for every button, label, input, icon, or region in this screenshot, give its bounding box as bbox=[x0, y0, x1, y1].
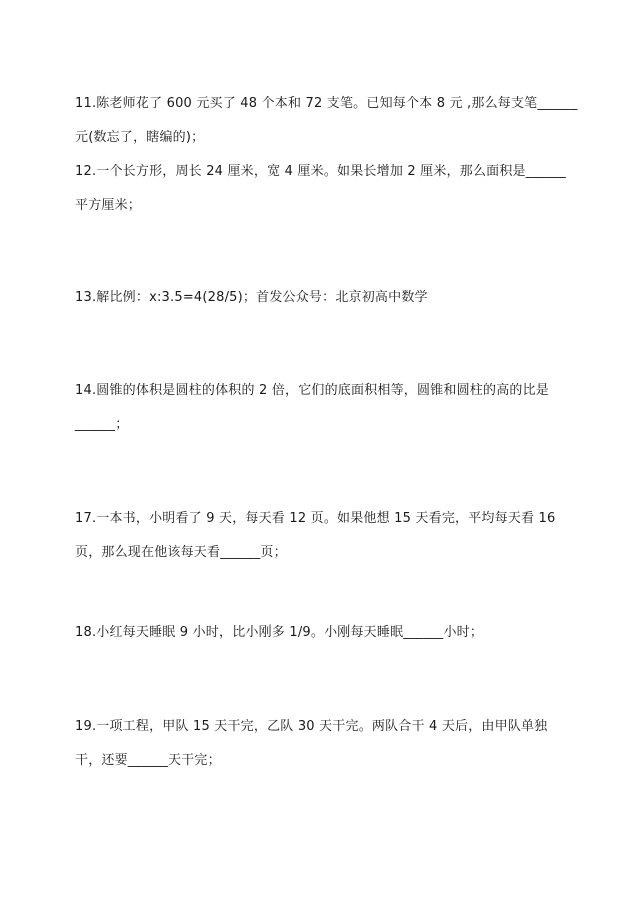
question-12-line-2: 平方厘米； bbox=[75, 198, 142, 213]
question-14-line-1: 14.圆锥的体积是圆柱的体积的 2 倍，它们的底面积相等，圆锥和圆柱的高的比是 bbox=[75, 383, 550, 398]
question-17-line-2: 页，那么现在他该每天看______页； bbox=[75, 545, 287, 560]
question-19-line-2: 干，还要______天干完； bbox=[75, 753, 221, 768]
question-11-line-2: 元(数忘了，瞎编的)； bbox=[75, 130, 205, 145]
question-14-line-2: ______； bbox=[75, 417, 129, 432]
question-13-line-1: 13.解比例：x:3.5=4(28/5)；首发公众号：北京初高中数学 bbox=[75, 290, 428, 305]
question-12-line-1: 12.一个长方形，周长 24 厘米，宽 4 厘米。如果长增加 2 厘米，那么面积是______ bbox=[75, 164, 566, 179]
question-18-line-1: 18.小红每天睡眠 9 小时，比小刚多 1/9。小刚每天睡眠______小时； bbox=[75, 625, 484, 640]
question-17-line-1: 17.一本书，小明看了 9 天，每天看 12 页。如果他想 15 天看完，平均每天看 16 bbox=[75, 511, 556, 526]
question-11-line-1: 11.陈老师花了 600 元买了 48 个本和 72 支笔。已知每个本 8 元 ,那么每支笔______ bbox=[75, 96, 578, 111]
question-19-line-1: 19.一项工程，甲队 15 天干完，乙队 30 天干完。两队合干 4 天后，由甲队单独 bbox=[75, 719, 548, 734]
